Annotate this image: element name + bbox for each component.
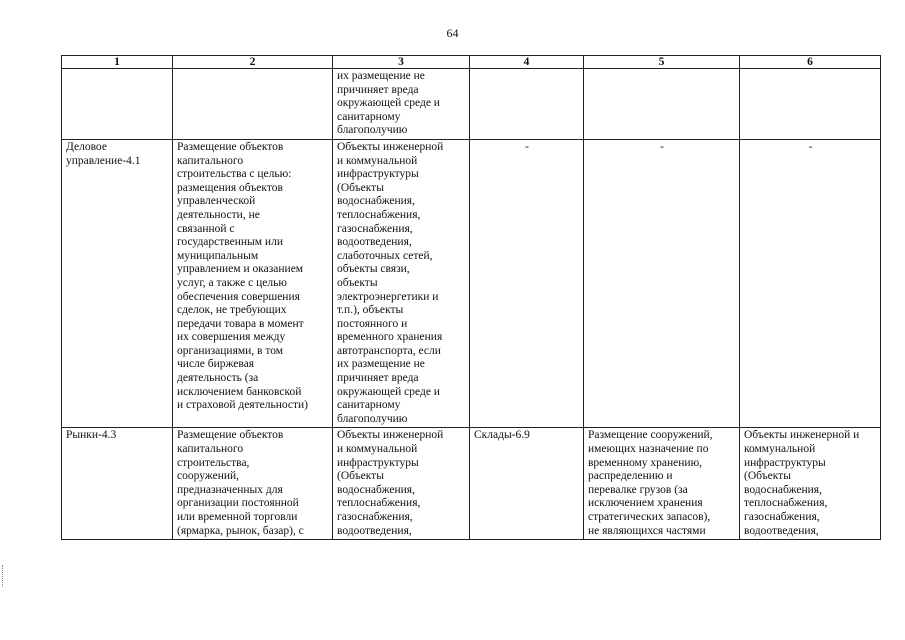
table-cell: Размещение объектов капитального строительства, сооружений, предназначенных для организации постоянной или временной торговли (ярмарка, рынок, базар), с	[173, 428, 333, 540]
table-cell: -	[584, 139, 740, 427]
header-col-1: 1	[62, 56, 173, 69]
table-cell: Размещение объектов капитального строительства с целью: размещения объектов управленческой деятельности, не связанной с государственным или муниципальным управлением и оказанием услуг, а также с целью обеспечения совершения сделок, не требующих передачи товара в момент их совершения между организациями, в том числе биржевая деятельность (за исключением банковской и страховой деятельности)	[173, 139, 333, 427]
table-row	[62, 139, 881, 427]
table-cell: их размещение не причиняет вреда окружающей среде и санитарному благополучию	[333, 69, 470, 140]
table-cell	[470, 69, 584, 140]
page-number: 64	[446, 26, 459, 40]
table-cell: Объекты инженерной и коммунальной инфраструктуры (Объекты водоснабжения, теплоснабжения, газоснабжения, водоотведения,	[333, 428, 470, 540]
scan-margin-mark	[2, 565, 9, 587]
table-cell: Склады-6.9	[470, 428, 584, 540]
table-cell: Рынки-4.3	[62, 428, 173, 540]
table-row	[62, 428, 881, 540]
header-col-6: 6	[740, 56, 881, 69]
table-cell: Размещение сооружений, имеющих назначение по временному хранению, распределению и перевалке грузов (за исключением хранения стратегических запасов), не являющихся частями	[584, 428, 740, 540]
table-cell	[740, 69, 881, 140]
table-cell: Объекты инженерной и коммунальной инфраструктуры (Объекты водоснабжения, теплоснабжения, газоснабжения, водоотведения, слаботочных сетей, объекты связи, объекты электроэнергетики и т.п.), объекты постоянного и временного хранения автотранспорта, если их размещение не причиняет вреда окружающей среде и санитарному благополучию	[333, 139, 470, 427]
header-col-5: 5	[584, 56, 740, 69]
table-cell: -	[740, 139, 881, 427]
table-header-row	[62, 56, 881, 69]
table-row	[62, 69, 881, 140]
land-use-table	[61, 55, 881, 540]
table-cell: -	[470, 139, 584, 427]
table-cell	[62, 69, 173, 140]
header-col-4: 4	[470, 56, 584, 69]
table-cell	[173, 69, 333, 140]
table-cell	[584, 69, 740, 140]
table-cell: Объекты инженерной и коммунальной инфраструктуры (Объекты водоснабжения, теплоснабжения, газоснабжения, водоотведения,	[740, 428, 881, 540]
header-col-3: 3	[333, 56, 470, 69]
header-col-2: 2	[173, 56, 333, 69]
table-cell: Деловое управление-4.1	[62, 139, 173, 427]
